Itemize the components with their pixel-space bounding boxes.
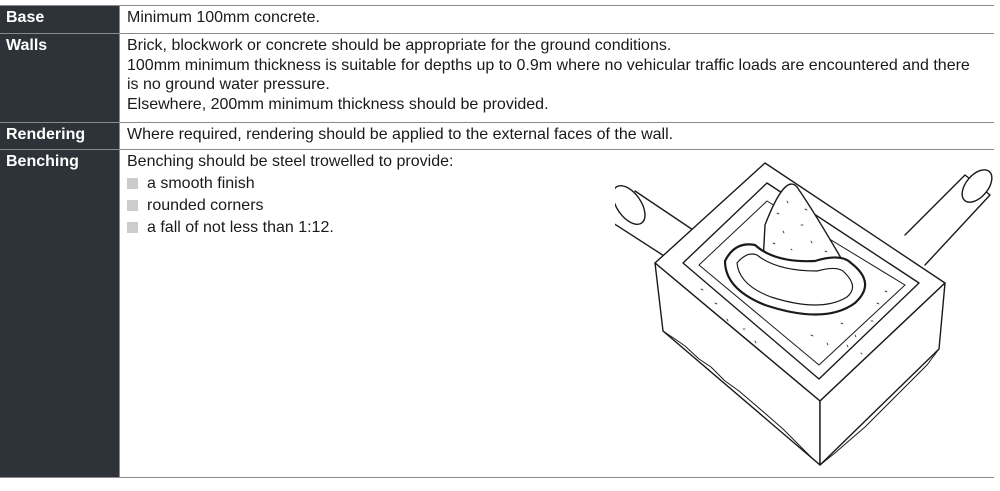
row-content-walls <box>120 34 994 122</box>
manhole-chamber-illustration <box>615 153 993 473</box>
row-label-base: Base <box>0 6 120 33</box>
row-label-rendering: Rendering <box>0 123 120 149</box>
row-content-rendering <box>120 123 994 149</box>
row-label-walls: Walls <box>0 34 120 122</box>
bullet-square-icon <box>127 200 138 211</box>
table-row-benching <box>0 150 994 478</box>
walls-line-2: 100mm minimum thickness is suitable for depths up to 0.9m where no vehicular traffic loads are encountered and there is no ground water pressure. <box>127 57 970 93</box>
table-row-base <box>0 6 994 34</box>
table-row-rendering <box>0 123 994 150</box>
walls-line-3: Elsewhere, 200mm minimum thickness should be provided. <box>127 96 549 113</box>
bullet-text: rounded corners <box>147 196 264 214</box>
walls-line-1: Brick, blockwork or concrete should be appropriate for the ground conditions. <box>127 37 672 54</box>
rendering-text: Where required, rendering should be applied to the external faces of the wall. <box>127 126 674 143</box>
row-content-base <box>120 6 994 33</box>
bullet-square-icon <box>127 178 138 189</box>
base-text: Minimum 100mm concrete. <box>127 9 320 26</box>
bullet-text: a fall of not less than 1:12. <box>147 218 334 236</box>
benching-intro: Benching should be steel trowelled to provide: <box>127 153 454 170</box>
specification-table <box>0 5 994 478</box>
bullet-text: a smooth finish <box>147 174 255 192</box>
bullet-square-icon <box>127 222 138 233</box>
table-row-walls <box>0 34 994 123</box>
row-label-benching: Benching <box>0 150 120 477</box>
